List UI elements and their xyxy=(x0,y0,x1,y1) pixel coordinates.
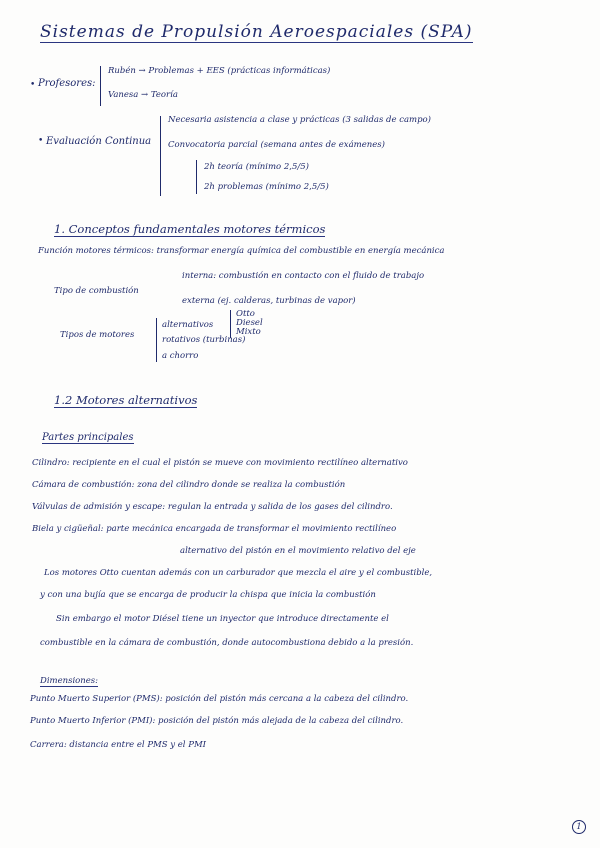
parte-cilindro: Cilindro: recipiente en el cual el pistón se mueve con movimiento rectilíneo alternativo xyxy=(32,458,408,468)
evaluacion-item-1: Necesaria asistencia a clase y prácticas (3 salidas de campo) xyxy=(168,115,431,125)
otto-note-1: Los motores Otto cuentan además con un carburador que mezcla el aire y el combustible, xyxy=(44,568,433,578)
profesores-label: Profesores: xyxy=(38,78,96,89)
partes-heading: Partes principales xyxy=(42,432,134,443)
alternativo-otto: Otto xyxy=(236,309,255,319)
parte-biela-cont: alternativo del pistón en el movimiento relativo del eje xyxy=(180,546,416,556)
alternativo-mixto: Mixto xyxy=(236,327,261,337)
evaluacion-sub-1: 2h teoría (mínimo 2,5/5) xyxy=(204,162,309,172)
dimension-pmi: Punto Muerto Inferior (PMI): posición del pistón más alejada de la cabeza del cilindro. xyxy=(30,716,404,726)
tipo-combustion-interna: interna: combustión en contacto con el fluido de trabajo xyxy=(182,271,425,281)
diesel-note-2: combustible en la cámara de combustión, donde autocombustiona debido a la presión. xyxy=(40,638,414,648)
bullet-dot: • xyxy=(30,80,36,90)
section-12-heading: 1.2 Motores alternativos xyxy=(54,393,198,407)
tipos-motores-brace xyxy=(156,318,157,362)
page-number: 1 xyxy=(572,820,586,834)
page-title: Sistemas de Propulsión Aeroespaciales (SPA) xyxy=(40,22,473,42)
parte-biela: Biela y cigüeñal: parte mecánica encargada de transformar el movimiento rectilíneo xyxy=(32,524,397,534)
evaluacion-label: Evaluación Continua xyxy=(46,136,152,147)
alternativo-diesel: Diesel xyxy=(236,318,263,328)
dimension-pms: Punto Muerto Superior (PMS): posición del pistón más cercana a la cabeza del cilindro. xyxy=(30,694,409,704)
alternativos-brace xyxy=(230,310,231,338)
tipo-combustion-externa: externa (ej. calderas, turbinas de vapor) xyxy=(182,296,356,306)
motor-rotativos: rotativos (turbinas) xyxy=(162,335,246,345)
parte-camara: Cámara de combustión: zona del cilindro donde se realiza la combustión xyxy=(32,480,346,490)
dimensiones-heading: Dimensiones: xyxy=(40,676,99,686)
tipo-combustion-label: Tipo de combustión xyxy=(54,286,139,296)
evaluacion-brace xyxy=(160,116,161,196)
evaluacion-sub-brace xyxy=(196,160,197,194)
bullet-dot: • xyxy=(38,136,44,146)
funcion-motores: Función motores térmicos: transformar energía química del combustible en energía mecánica xyxy=(38,246,445,256)
evaluacion-item-2: Convocatoria parcial (semana antes de exámenes) xyxy=(168,140,385,150)
section-1-heading: 1. Conceptos fundamentales motores térmicos xyxy=(54,222,326,236)
profesor-item-1: Rubén → Problemas + EES (prácticas informáticas) xyxy=(108,66,331,76)
tipos-motores-label: Tipos de motores xyxy=(60,330,135,340)
profesor-item-2: Vanesa → Teoría xyxy=(108,90,178,100)
profesores-brace xyxy=(100,66,101,106)
parte-valvulas: Válvulas de admisión y escape: regulan la entrada y salida de los gases del cilindro. xyxy=(32,502,393,512)
motor-alternativos: alternativos xyxy=(162,320,214,330)
diesel-note-1: Sin embargo el motor Diésel tiene un inyector que introduce directamente el xyxy=(56,614,389,624)
dimension-carrera: Carrera: distancia entre el PMS y el PMI xyxy=(30,740,207,750)
otto-note-2: y con una bujía que se encarga de producir la chispa que inicia la combustión xyxy=(40,590,376,600)
motor-a-chorro: a chorro xyxy=(162,351,199,361)
evaluacion-sub-2: 2h problemas (mínimo 2,5/5) xyxy=(204,182,329,192)
